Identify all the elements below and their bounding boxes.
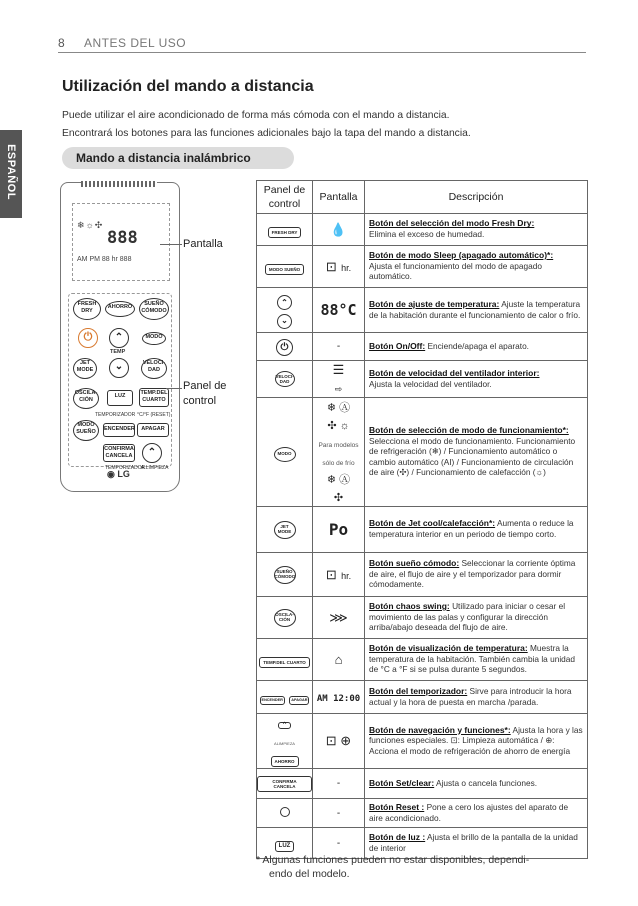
row-title: Botón chaos swing: (369, 601, 450, 612)
remote-button-panel (68, 293, 172, 471)
display-dash: - (313, 828, 365, 859)
col-header-description: Descripción (365, 181, 588, 214)
sueno-comodo-button-icon: SUEÑO CÓMODO (274, 566, 296, 584)
confirma-cancela-button-icon: CONFIRMA CANCELA (257, 776, 312, 792)
jet-mode-button-icon: JET MODE (274, 521, 296, 539)
display-label: Pantalla (183, 238, 223, 250)
row-title: Botón sueño cómodo: (369, 558, 460, 569)
table-row (257, 507, 588, 553)
display-hr: hr. (341, 570, 352, 581)
arrow-icon: ⇨ (334, 384, 343, 394)
table-row (257, 597, 588, 639)
remote-power-button: ⏻ (78, 328, 98, 348)
panel-label-line-2: control (183, 395, 217, 407)
button-table (256, 180, 588, 859)
table-row (257, 333, 588, 361)
subsection-heading (62, 147, 294, 169)
sleep-icon: ⊡ (325, 258, 337, 274)
row-title: Botón del temporizador: (369, 685, 468, 696)
reset-icon (280, 807, 290, 817)
panel-label-line-1: Panel de (183, 380, 227, 392)
lg-logo: ◉ LG (107, 469, 130, 479)
row-title: Botón Set/clear: (369, 777, 435, 788)
row-text: Aumenta o reduce la temperatura interior en un periodo de tiempo corto. (369, 518, 574, 539)
row-title: Botón de velocidad del ventilador interior: (369, 367, 540, 378)
page-header (58, 38, 586, 53)
mode-icons-top: ❄ Ⓐ ✣ ☼ (326, 402, 351, 432)
remote-temporizador-label-2: TEMPORIZADOR (105, 465, 146, 471)
remote-fresh-dry-button: FRESH DRY (73, 298, 101, 320)
row-text: Ajusta o cancela funciones. (436, 777, 538, 788)
table-row (257, 553, 588, 597)
language-tab-label: ESPAÑOL (5, 144, 17, 200)
remote-display (72, 203, 170, 281)
display-pointer-line (160, 244, 182, 245)
remote-modo-button: MODO (142, 332, 166, 345)
page-number: 8 (58, 36, 65, 50)
velocidad-button-icon: VELOCI-DAD (275, 371, 295, 387)
remote-confirma-cancela-button: CONFIRMA CANCELA (103, 444, 135, 462)
remote-temp-down-button: ⌄ (109, 358, 129, 378)
nav-up-icon: ⌃ (278, 722, 292, 729)
table-row (257, 214, 588, 246)
temp-digits: 88°C (320, 300, 357, 319)
intro-text (62, 107, 602, 143)
remote-velocidad-button: VELOCI-DAD (141, 358, 167, 379)
apagar-button-icon: APAGAR (289, 696, 309, 705)
footnote-line-1: * Algunas funciones pueden no estar disponibles, dependi- (256, 854, 530, 866)
col-header-display: Pantalla (313, 181, 365, 214)
footnote-line-2: endo del modelo. (269, 868, 350, 880)
remote-reset-label: °C/°F (RESET) (137, 412, 171, 418)
remote-temp-label: TEMP (110, 349, 126, 355)
table-row (257, 639, 588, 681)
table-row (257, 288, 588, 333)
remote-modo-sueno-button: MODO SUEÑO (73, 420, 99, 441)
row-text: Utilizado para iniciar o cesar el movimiento de las palas y configurar la dirección arriba/abajo deseada del flujo de aire. (369, 601, 566, 633)
panel-pointer-line (166, 388, 182, 389)
row-title: Botón de navegación y funciones*: (369, 724, 511, 735)
section-title: ANTES DEL USO (84, 36, 187, 50)
power-icon: ⏻ (276, 339, 293, 356)
table-row (257, 398, 588, 507)
modo-button-icon: MODO (274, 447, 296, 462)
remote-sueno-comodo-button: SUEÑO CÓMODO (139, 298, 169, 320)
fresh-dry-button-icon: FRESH DRY (268, 227, 302, 238)
swing-icon: ⋙ (329, 609, 348, 625)
comfort-sleep-icon: ⊡ (325, 566, 337, 582)
oscilacion-button-icon: OSCILA-CIÓN (274, 609, 296, 627)
row-text: Ajusta la velocidad del ventilador. (369, 378, 492, 389)
row-title: Botón On/Off: (369, 340, 426, 351)
row-title: Botón de modo Sleep (apagado automático)*: (369, 250, 554, 261)
language-tab (0, 130, 22, 218)
chevron-down-icon: ⌄ (277, 314, 292, 329)
remote-oscilacion-button: OSCILA-CIÓN (73, 388, 99, 409)
remote-temp-up-button: ⌃ (109, 328, 129, 348)
col-header-panel: Panel de control (257, 181, 313, 214)
row-text: Ajusta la hora y las funciones especiales. ⊡: Limpieza automática / ⊕: Acciona el modo de refrigeración de ahorro de energía (369, 724, 583, 756)
row-title: Botón de Jet cool/calefacción*: (369, 518, 496, 529)
encender-button-icon: ENCENDER (260, 696, 285, 705)
remote-alimpieza-label: A.LIMPIEZA (141, 465, 169, 471)
row-text: Muestra la temperatura de la habitación. También cambia la unidad de °C a °F si se pulsa durante 5 segundos. (369, 643, 576, 675)
intro-line-1: Puede utilizar el aire acondicionado de forma más cómoda con el mando a distancia. (62, 110, 450, 121)
mode-icons-bottom: ❄ Ⓐ ✣ (326, 474, 351, 504)
clean-eco-icons: ⊡ ⊕ (325, 733, 352, 748)
remote-temporizador-label: TEMPORIZADOR (95, 412, 136, 418)
luz-button-icon: LUZ (275, 841, 295, 852)
remote-vent (81, 181, 157, 187)
display-dash: - (313, 333, 365, 361)
row-title: Botón de selección de modo de funcionamiento*: (369, 425, 569, 436)
remote-luz-button: LUZ (107, 390, 133, 406)
lcd-row-2: AM PM 88 hr 888 (77, 256, 132, 263)
alimpieza-label: ALIMPIEZA (274, 741, 295, 746)
remote-encender-button: ENCENDER (103, 423, 135, 437)
panel-label (183, 379, 226, 409)
lg-logo-text: LG (117, 469, 130, 479)
row-text: Pone a cero los ajustes del aparato de aire acondicionado. (369, 801, 569, 823)
row-title: Botón de luz : (369, 831, 426, 842)
remote-illustration (60, 182, 180, 492)
modo-sueno-button-icon: MODO SUEÑO (265, 264, 304, 275)
table-row (257, 361, 588, 398)
row-text: Ajusta el funcionamiento del modo de apagado automático. (369, 260, 542, 282)
remote-ahorro-button: AHORRO (105, 301, 135, 317)
lcd-icons: ❄☼✣ (77, 220, 104, 230)
remote-jet-mode-button: JET MODE (73, 358, 97, 379)
table-row (257, 769, 588, 799)
fan-speed-icon: ☰ (332, 362, 345, 377)
row-text: Enciende/apaga el aparato. (427, 340, 529, 351)
table-row (257, 246, 588, 288)
footnote (256, 853, 596, 881)
intro-line-2: Encontrará los botones para las funciones adicionales bajo la tapa del mando a distancia. (62, 128, 471, 139)
table-row (257, 681, 588, 714)
remote-apagar-button: APAGAR (137, 423, 169, 437)
temp-cuarto-button-icon: TEMP.DEL CUARTO (259, 657, 310, 668)
house-thermometer-icon: ⌂ (334, 651, 343, 667)
remote-nav-up-button: ⌃ (142, 443, 162, 463)
models-note: Para modelos sólo de frío (318, 442, 359, 467)
row-text: Ajusta el brillo de la pantalla de la unidad de interior (369, 831, 578, 853)
row-title: Botón del selección del modo Fresh Dry: (369, 218, 535, 229)
display-hr: hr. (341, 262, 352, 273)
ahorro-button-icon: AHORRO (271, 756, 299, 767)
table-header (257, 181, 588, 214)
lcd-digits: 888 (107, 228, 138, 248)
clock-display: AM 12:00 (316, 694, 361, 704)
droplet-icon: 💧 (330, 221, 347, 237)
row-text: Elimina el exceso de humedad. (369, 229, 485, 239)
row-title: Botón de visualización de temperatura: (369, 643, 528, 654)
subsection-title: Mando a distancia inalámbrico (76, 151, 251, 165)
row-text: Seleccionar la corriente óptima de aire, el flujo de aire y el temporizador para dormir cómodamente. (369, 558, 576, 590)
row-title: Botón Reset : (369, 801, 425, 812)
table-row (257, 714, 588, 769)
jet-display: Po (328, 519, 349, 539)
row-text: Selecciona el modo de funcionamiento. Funcionamiento de refrigeración (❄) / Funcionamiento automático o cambio automático (AI) / Funcionamiento de circulación de aire (✣) / Funcionamiento de calefacción (☼) (369, 435, 576, 478)
page-title: Utilización del mando a distancia (62, 78, 314, 95)
row-title: Botón de ajuste de temperatura: (369, 298, 500, 309)
display-dash: - (313, 769, 365, 799)
row-text: Ajuste la temperatura de la habitación durante el funcionamiento de calor o frío. (369, 298, 581, 320)
row-text: Sirve para introducir la hora actual y la hora de puesta en marcha /parada. (369, 685, 572, 707)
table-row (257, 799, 588, 828)
display-dash: - (313, 799, 365, 828)
remote-temp-cuarto-button: TEMP.DEL CUARTO (139, 388, 169, 407)
chevron-up-icon: ⌃ (277, 295, 292, 310)
